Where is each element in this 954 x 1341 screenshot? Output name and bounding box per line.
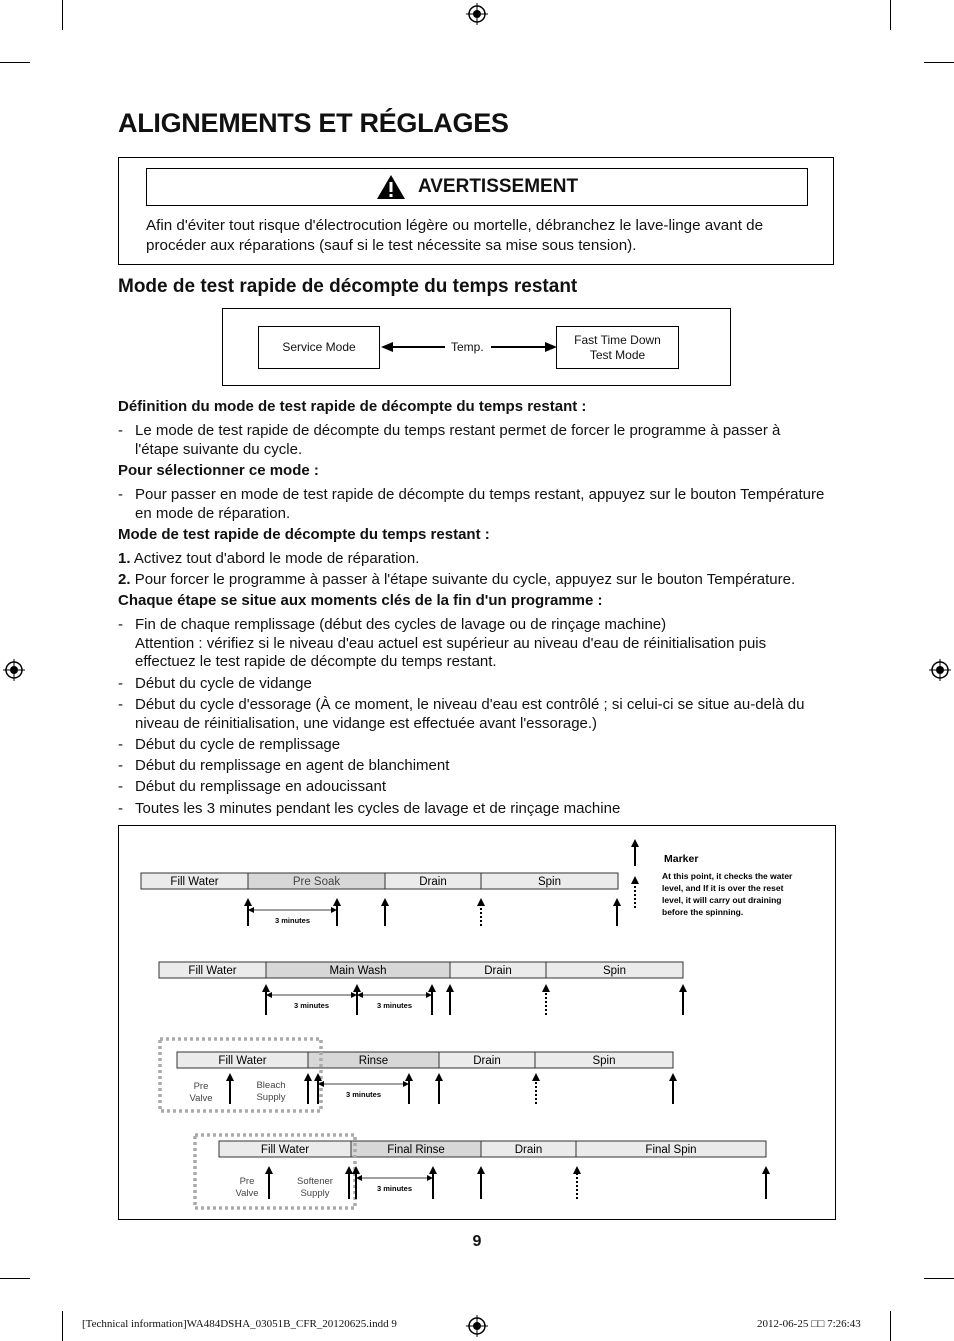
warning-heading (146, 168, 808, 206)
crop-mark (62, 0, 63, 30)
arrow-head (613, 898, 621, 906)
crop-mark (0, 62, 30, 63)
arrow-head (446, 984, 454, 992)
prewash-dashed-box (160, 1039, 321, 1111)
list-item: - Fin de chaque remplissage (début des cycles de lavage ou de rinçage machine) Attention : vérifiez si le niveau d'eau actuel est supérieur au niveau d'eau de réinitialisation puis effectuez le test rapide de décompte du temps restant. (118, 616, 767, 670)
cycle-segment-label: Drain (484, 965, 512, 977)
crop-mark (0, 1278, 30, 1279)
arrow-head (353, 984, 361, 992)
sub-label: Pre (193, 1081, 209, 1092)
list-item: - Toutes les 3 minutes pendant les cycles de lavage et de rinçage machine (118, 800, 621, 817)
arrow-head (405, 1073, 413, 1081)
marker-legend-note: level, and If it is over the reset (662, 883, 784, 893)
list-item: - Début du remplissage en adoucissant (118, 778, 386, 795)
arrow-head (429, 1166, 437, 1174)
arrow-head (477, 1166, 485, 1174)
cycle-timing-svg (119, 826, 835, 1219)
registration-mark-icon (3, 659, 25, 681)
arrow-head (345, 1166, 353, 1174)
arrow-head (428, 984, 436, 992)
fast-time-down-box (556, 326, 679, 369)
cycle-segment-label: Drain (419, 876, 447, 888)
arrow-head (226, 1073, 234, 1081)
arrow-head (542, 984, 550, 992)
arrow-head (477, 898, 485, 906)
cycle-segment-label: Spin (602, 965, 627, 977)
cycle-segment-label: Drain (473, 1055, 501, 1067)
sub-label: Supply (256, 1092, 286, 1103)
arrow-head (352, 1166, 360, 1174)
cycle-segment-label: Rinse (358, 1055, 389, 1067)
cycle-timing-diagram (118, 825, 836, 1220)
fast-time-down-label-1: Fast Time Down (574, 332, 661, 347)
cycle-segment-label: Drain (514, 1144, 543, 1156)
crop-mark (890, 1311, 891, 1341)
arrow-head (631, 839, 639, 847)
temp-label: Temp. (451, 340, 484, 354)
arrow-head (669, 1073, 677, 1081)
list-item: - Début du remplissage en agent de blanchiment (118, 757, 450, 774)
page-title: ALIGNEMENTS ET RÉGLAGES (118, 108, 509, 138)
cycle-segment-label: Final Rinse (387, 1144, 445, 1156)
list-item: - Début du cycle de vidange (118, 675, 312, 692)
crop-mark (890, 0, 891, 30)
footer-timestamp: 2012-06-25 □□ 7:26:43 (757, 1318, 861, 1330)
section-title: Mode de test rapide de décompte du temps restant (118, 276, 578, 297)
arrow-head (435, 1073, 443, 1081)
sub-label: Valve (235, 1188, 259, 1199)
registration-mark-icon (466, 1315, 488, 1337)
cycle-segment-label: Spin (537, 876, 562, 888)
cycle-segment-label: Fill Water (170, 876, 219, 888)
service-mode-box (258, 326, 380, 369)
arrow-head (679, 984, 687, 992)
cycle-segment-label: Fill Water (218, 1055, 267, 1067)
service-mode-label: Service Mode (282, 340, 356, 354)
interval-label: 3 minutes (376, 1184, 413, 1193)
warning-box (118, 157, 834, 265)
keypoints-heading: Chaque étape se situe aux moments clés de la fin d'un programme : (118, 592, 603, 609)
list-item: - Le mode de test rapide de décompte du temps restant permet de forcer le programme à passer à l'étape suivante du cycle. (118, 422, 781, 458)
arrow-head (573, 1166, 581, 1174)
sub-label: Supply (300, 1188, 330, 1199)
registration-mark-icon (466, 3, 488, 25)
crop-mark (924, 1278, 954, 1279)
arrow-head (265, 1166, 273, 1174)
arrow-head (532, 1073, 540, 1081)
definition-heading: Définition du mode de test rapide de décompte du temps restant : (118, 398, 587, 415)
arrow-head (262, 984, 270, 992)
list-item: - Début du cycle d'essorage (À ce moment, le niveau d'eau est contrôlé ; si celui-ci se situe au-delà du niveau de réinitialisation, une vidange est effectuée avant l'essorage.) (118, 696, 805, 732)
sub-label: Pre (239, 1176, 255, 1187)
step-item: 2. Pour forcer le programme à passer à l'étape suivante du cycle, appuyez sur le bouton Température. (118, 571, 796, 588)
cycle-segment-label: Fill Water (188, 965, 237, 977)
crop-mark (62, 1311, 63, 1341)
registration-mark-icon (929, 659, 951, 681)
sub-label: Valve (189, 1093, 213, 1104)
interval-label: 3 minutes (274, 916, 311, 925)
interval-label: 3 minutes (376, 1001, 413, 1010)
cycle-segment-label: Main Wash (329, 965, 387, 977)
sub-label: Softener (297, 1176, 333, 1187)
arrow-head (333, 898, 341, 906)
warning-heading-text: AVERTISSEMENT (417, 176, 579, 197)
cycle-segment-label: Pre Soak (292, 876, 341, 888)
interval-label: 3 minutes (345, 1090, 382, 1099)
marker-legend-title: Marker (664, 853, 699, 865)
cycle-segment-label: Final Spin (645, 1144, 697, 1156)
mode-diagram (222, 308, 731, 386)
marker-legend-note: before the spinning. (662, 907, 744, 917)
cycle-segment-label: Spin (592, 1055, 616, 1067)
select-heading: Pour sélectionner ce mode : (118, 462, 319, 479)
sub-label: Bleach (256, 1080, 286, 1091)
warning-triangle-icon (376, 174, 406, 200)
list-item: - Pour passer en mode de test rapide de décompte du temps restant, appuyez sur le bouton Température en mode de réparation. (118, 486, 825, 522)
marker-legend-note: At this point, it checks the water (662, 871, 793, 881)
arrow-head (631, 876, 639, 884)
list-item: - Début du cycle de remplissage (118, 736, 341, 753)
step-item: 1. Activez tout d'abord le mode de réparation. (118, 550, 420, 567)
interval-label: 3 minutes (293, 1001, 330, 1010)
arrow-head (244, 898, 252, 906)
fast-time-down-label-2: Test Mode (589, 347, 646, 362)
cycle-segment-label: Fill Water (260, 1144, 310, 1156)
warning-text: Afin d'éviter tout risque d'électrocution légère ou mortelle, débranchez le lave-linge avant de procéder aux réparations (sauf si le test nécessite sa mise sous tension). (146, 217, 764, 254)
arrow-head (304, 1073, 312, 1081)
arrow-head (762, 1166, 770, 1174)
mode-heading: Mode de test rapide de décompte du temps restant : (118, 526, 490, 543)
crop-mark (924, 62, 954, 63)
page-number: 9 (472, 1233, 482, 1250)
arrow-head (381, 898, 389, 906)
marker-legend-note: level, it will carry out draining (662, 895, 782, 905)
footer-file-info: [Technical information]WA484DSHA_03051B_CFR_20120625.indd 9 (82, 1318, 397, 1330)
